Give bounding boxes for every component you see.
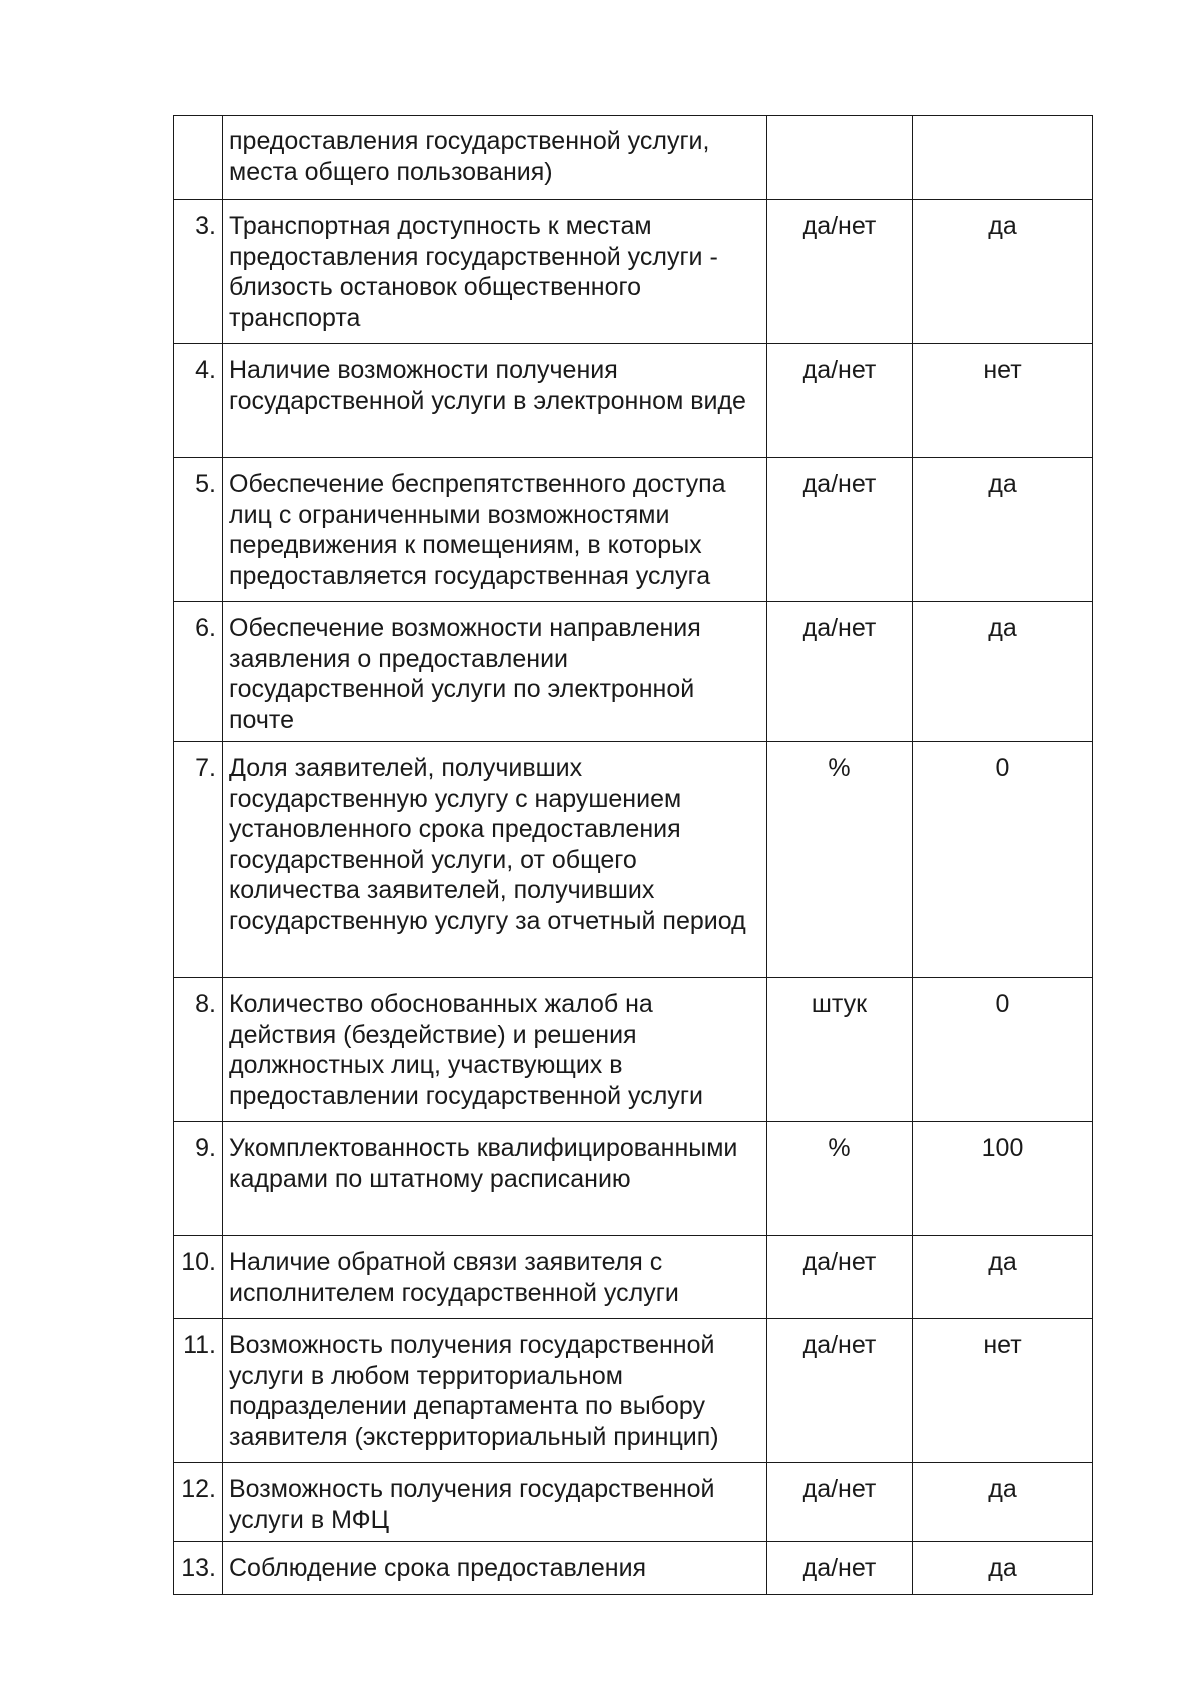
unit-of-measure: да/нет bbox=[767, 344, 913, 458]
unit-of-measure: да/нет bbox=[767, 1319, 913, 1463]
indicator-name: Наличие возможности получения государственной услуги в электронном виде bbox=[223, 344, 767, 458]
normative-value: да bbox=[913, 200, 1093, 344]
indicator-name: предоставления государственной услуги, места общего пользования) bbox=[223, 116, 767, 200]
row-number: 9. bbox=[174, 1122, 223, 1236]
row-number: 6. bbox=[174, 602, 223, 742]
row-number: 11. bbox=[174, 1319, 223, 1463]
table-row bbox=[174, 1542, 1093, 1595]
unit-of-measure: да/нет bbox=[767, 1236, 913, 1319]
row-number: 10. bbox=[174, 1236, 223, 1319]
service-quality-table bbox=[173, 115, 1093, 1595]
table-row bbox=[174, 1236, 1093, 1319]
indicator-name: Количество обоснованных жалоб на действия (бездействие) и решения должностных лиц, участвующих в предоставлении государственной услуги bbox=[223, 978, 767, 1122]
table-row bbox=[174, 1319, 1093, 1463]
row-number: 7. bbox=[174, 742, 223, 978]
unit-of-measure: да/нет bbox=[767, 1542, 913, 1595]
unit-of-measure: да/нет bbox=[767, 200, 913, 344]
row-number: 13. bbox=[174, 1542, 223, 1595]
row-number: 12. bbox=[174, 1463, 223, 1542]
table-row bbox=[174, 742, 1093, 978]
normative-value: да bbox=[913, 1236, 1093, 1319]
table-row bbox=[174, 978, 1093, 1122]
unit-of-measure: штук bbox=[767, 978, 913, 1122]
indicator-name: Укомплектованность квалифицированными кадрами по штатному расписанию bbox=[223, 1122, 767, 1236]
unit-of-measure: да/нет bbox=[767, 458, 913, 602]
row-number: 3. bbox=[174, 200, 223, 344]
indicator-name: Транспортная доступность к местам предоставления государственной услуги - близость остановок общественного транспорта bbox=[223, 200, 767, 344]
unit-of-measure: % bbox=[767, 1122, 913, 1236]
indicator-name: Соблюдение срока предоставления bbox=[223, 1542, 767, 1595]
table-row bbox=[174, 1122, 1093, 1236]
normative-value: да bbox=[913, 458, 1093, 602]
indicator-name: Возможность получения государственной услуги в МФЦ bbox=[223, 1463, 767, 1542]
unit-of-measure: % bbox=[767, 742, 913, 978]
normative-value: да bbox=[913, 1542, 1093, 1595]
table-row bbox=[174, 200, 1093, 344]
indicator-name: Доля заявителей, получивших государственную услугу с нарушением установленного срока предоставления государственной услуги, от общего количества заявителей, получивших государственную услугу за отчетный период bbox=[223, 742, 767, 978]
normative-value: нет bbox=[913, 1319, 1093, 1463]
normative-value: да bbox=[913, 602, 1093, 742]
normative-value: нет bbox=[913, 344, 1093, 458]
unit-of-measure: да/нет bbox=[767, 602, 913, 742]
indicator-name: Возможность получения государственной услуги в любом территориальном подразделении департамента по выбору заявителя (экстерриториальный принцип) bbox=[223, 1319, 767, 1463]
row-number: 5. bbox=[174, 458, 223, 602]
normative-value: 0 bbox=[913, 978, 1093, 1122]
row-number: 8. bbox=[174, 978, 223, 1122]
normative-value: 100 bbox=[913, 1122, 1093, 1236]
indicator-name: Обеспечение беспрепятственного доступа лиц с ограниченными возможностями передвижения к помещениям, в которых предоставляется государственная услуга bbox=[223, 458, 767, 602]
table-row-continuation bbox=[174, 116, 1093, 200]
normative-value bbox=[913, 116, 1093, 200]
indicator-name: Наличие обратной связи заявителя с исполнителем государственной услуги bbox=[223, 1236, 767, 1319]
row-number: 4. bbox=[174, 344, 223, 458]
unit-of-measure bbox=[767, 116, 913, 200]
normative-value: да bbox=[913, 1463, 1093, 1542]
unit-of-measure: да/нет bbox=[767, 1463, 913, 1542]
table-row bbox=[174, 1463, 1093, 1542]
row-number bbox=[174, 116, 223, 200]
table-row bbox=[174, 602, 1093, 742]
table-row bbox=[174, 344, 1093, 458]
normative-value: 0 bbox=[913, 742, 1093, 978]
indicator-name: Обеспечение возможности направления заявления о предоставлении государственной услуги по электронной почте bbox=[223, 602, 767, 742]
table-row bbox=[174, 458, 1093, 602]
